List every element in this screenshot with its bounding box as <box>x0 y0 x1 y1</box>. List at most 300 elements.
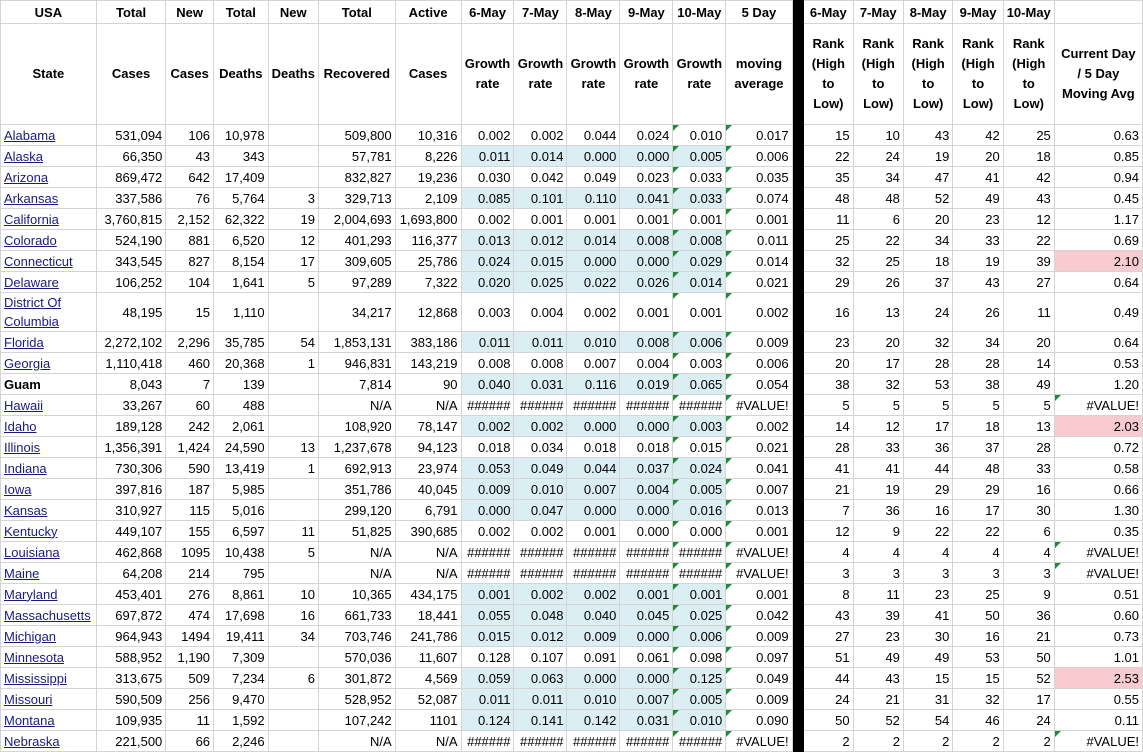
rank-cell[interactable]: 15 <box>804 125 853 146</box>
rank-cell[interactable]: 7 <box>804 500 853 521</box>
count-cell[interactable] <box>268 125 318 146</box>
moving-average-cell[interactable]: 0.006 <box>726 146 792 167</box>
growth-rate-cell[interactable]: 0.001 <box>620 209 673 230</box>
count-cell[interactable]: 7 <box>166 374 214 395</box>
count-cell[interactable]: 8,043 <box>96 374 166 395</box>
count-cell[interactable]: 106,252 <box>96 272 166 293</box>
growth-rate-cell[interactable]: 0.000 <box>461 500 514 521</box>
growth-rate-cell[interactable]: 0.000 <box>567 146 620 167</box>
growth-rate-cell[interactable]: ###### <box>567 395 620 416</box>
count-cell[interactable]: 17,698 <box>214 605 269 626</box>
moving-average-cell[interactable]: #VALUE! <box>726 542 792 563</box>
count-cell[interactable]: 5,016 <box>214 500 269 521</box>
moving-average-cell[interactable]: #VALUE! <box>726 563 792 584</box>
count-cell[interactable]: 832,827 <box>318 167 395 188</box>
state-cell[interactable] <box>1 563 97 584</box>
growth-rate-cell[interactable]: 0.025 <box>514 272 567 293</box>
growth-rate-cell[interactable]: 0.014 <box>514 146 567 167</box>
count-cell[interactable]: 590,509 <box>96 689 166 710</box>
rank-cell[interactable]: 4 <box>1003 542 1054 563</box>
count-cell[interactable]: 2,109 <box>395 188 461 209</box>
growth-rate-cell[interactable]: 0.010 <box>673 710 726 731</box>
header-cell[interactable]: State <box>1 24 97 125</box>
header-cell[interactable]: 7-May <box>514 1 567 24</box>
growth-rate-cell[interactable]: 0.019 <box>620 374 673 395</box>
header-cell[interactable]: Rank (High to Low) <box>804 24 853 125</box>
state-link[interactable]: Hawaii <box>4 397 44 413</box>
count-cell[interactable]: N/A <box>395 731 461 752</box>
growth-rate-cell[interactable]: 0.000 <box>673 521 726 542</box>
ratio-cell[interactable]: #VALUE! <box>1054 395 1142 416</box>
count-cell[interactable]: 10,365 <box>318 584 395 605</box>
ratio-cell[interactable]: 0.85 <box>1054 146 1142 167</box>
count-cell[interactable]: 106 <box>166 125 214 146</box>
count-cell[interactable]: 34,217 <box>318 293 395 332</box>
growth-rate-cell[interactable]: 0.031 <box>620 710 673 731</box>
moving-average-cell[interactable]: 0.054 <box>726 374 792 395</box>
ratio-cell[interactable]: 0.53 <box>1054 353 1142 374</box>
rank-cell[interactable]: 18 <box>953 416 1003 437</box>
header-cell[interactable]: Total <box>318 1 395 24</box>
growth-rate-cell[interactable]: 0.048 <box>514 605 567 626</box>
rank-cell[interactable]: 41 <box>903 605 952 626</box>
state-cell[interactable] <box>1 272 97 293</box>
rank-cell[interactable]: 38 <box>804 374 853 395</box>
count-cell[interactable]: N/A <box>395 563 461 584</box>
count-cell[interactable]: 20,368 <box>214 353 269 374</box>
growth-rate-cell[interactable]: 0.001 <box>567 209 620 230</box>
growth-rate-cell[interactable]: 0.005 <box>673 479 726 500</box>
count-cell[interactable]: 48,195 <box>96 293 166 332</box>
count-cell[interactable]: 3,760,815 <box>96 209 166 230</box>
state-cell[interactable] <box>1 605 97 626</box>
rank-cell[interactable]: 32 <box>853 374 903 395</box>
growth-rate-cell[interactable]: 0.002 <box>461 521 514 542</box>
growth-rate-cell[interactable]: 0.012 <box>514 230 567 251</box>
count-cell[interactable]: 109,935 <box>96 710 166 731</box>
growth-rate-cell[interactable]: 0.033 <box>673 188 726 209</box>
state-cell[interactable] <box>1 167 97 188</box>
growth-rate-cell[interactable]: 0.042 <box>514 167 567 188</box>
rank-cell[interactable]: 20 <box>903 209 952 230</box>
header-cell[interactable]: Growth rate <box>673 24 726 125</box>
state-cell[interactable] <box>1 710 97 731</box>
rank-cell[interactable]: 46 <box>953 710 1003 731</box>
state-link[interactable]: Iowa <box>4 481 32 497</box>
growth-rate-cell[interactable]: 0.007 <box>567 479 620 500</box>
growth-rate-cell[interactable]: ###### <box>514 731 567 752</box>
count-cell[interactable]: 6,597 <box>214 521 269 542</box>
rank-cell[interactable]: 5 <box>953 395 1003 416</box>
rank-cell[interactable]: 34 <box>853 167 903 188</box>
count-cell[interactable]: 7,322 <box>395 272 461 293</box>
growth-rate-cell[interactable]: ###### <box>673 563 726 584</box>
rank-cell[interactable]: 21 <box>853 689 903 710</box>
count-cell[interactable]: 17 <box>268 251 318 272</box>
state-cell[interactable] <box>1 500 97 521</box>
growth-rate-cell[interactable]: 0.002 <box>461 416 514 437</box>
rank-cell[interactable]: 28 <box>903 353 952 374</box>
rank-cell[interactable]: 3 <box>1003 563 1054 584</box>
state-cell[interactable] <box>1 293 97 332</box>
rank-cell[interactable]: 23 <box>953 209 1003 230</box>
count-cell[interactable]: 52,087 <box>395 689 461 710</box>
rank-cell[interactable]: 52 <box>903 188 952 209</box>
growth-rate-cell[interactable]: 0.125 <box>673 668 726 689</box>
rank-cell[interactable]: 3 <box>804 563 853 584</box>
rank-cell[interactable]: 9 <box>1003 584 1054 605</box>
growth-rate-cell[interactable]: 0.020 <box>461 272 514 293</box>
growth-rate-cell[interactable]: 0.012 <box>514 626 567 647</box>
count-cell[interactable]: 642 <box>166 167 214 188</box>
state-link[interactable]: Illinois <box>4 439 41 455</box>
rank-cell[interactable]: 14 <box>1003 353 1054 374</box>
count-cell[interactable]: 1 <box>268 353 318 374</box>
count-cell[interactable]: N/A <box>395 542 461 563</box>
header-cell[interactable]: Recovered <box>318 24 395 125</box>
growth-rate-cell[interactable]: 0.101 <box>514 188 567 209</box>
growth-rate-cell[interactable]: 0.010 <box>673 125 726 146</box>
moving-average-cell[interactable]: 0.017 <box>726 125 792 146</box>
rank-cell[interactable]: 41 <box>953 167 1003 188</box>
rank-cell[interactable]: 47 <box>903 167 952 188</box>
count-cell[interactable]: 397,816 <box>96 479 166 500</box>
count-cell[interactable]: 309,605 <box>318 251 395 272</box>
growth-rate-cell[interactable]: 0.008 <box>514 353 567 374</box>
count-cell[interactable]: 51,825 <box>318 521 395 542</box>
count-cell[interactable]: 474 <box>166 605 214 626</box>
rank-cell[interactable]: 50 <box>1003 647 1054 668</box>
rank-cell[interactable]: 9 <box>853 521 903 542</box>
growth-rate-cell[interactable]: 0.000 <box>620 251 673 272</box>
count-cell[interactable]: 1101 <box>395 710 461 731</box>
growth-rate-cell[interactable]: 0.002 <box>567 293 620 332</box>
count-cell[interactable]: 351,786 <box>318 479 395 500</box>
state-cell[interactable] <box>1 458 97 479</box>
ratio-cell[interactable]: 0.35 <box>1054 521 1142 542</box>
rank-cell[interactable]: 43 <box>903 125 952 146</box>
rank-cell[interactable]: 27 <box>1003 272 1054 293</box>
header-cell[interactable]: Total <box>214 1 269 24</box>
state-link[interactable]: Maryland <box>4 586 58 602</box>
growth-rate-cell[interactable]: 0.000 <box>620 146 673 167</box>
ratio-cell[interactable]: #VALUE! <box>1054 563 1142 584</box>
count-cell[interactable]: 5,985 <box>214 479 269 500</box>
rank-cell[interactable]: 12 <box>853 416 903 437</box>
state-cell[interactable] <box>1 479 97 500</box>
count-cell[interactable]: 10 <box>268 584 318 605</box>
count-cell[interactable]: 256 <box>166 689 214 710</box>
rank-cell[interactable]: 25 <box>1003 125 1054 146</box>
count-cell[interactable]: 528,952 <box>318 689 395 710</box>
rank-cell[interactable]: 43 <box>804 605 853 626</box>
growth-rate-cell[interactable]: ###### <box>673 731 726 752</box>
rank-cell[interactable]: 50 <box>804 710 853 731</box>
growth-rate-cell[interactable]: 0.001 <box>620 584 673 605</box>
growth-rate-cell[interactable]: 0.014 <box>567 230 620 251</box>
rank-cell[interactable]: 53 <box>903 374 952 395</box>
growth-rate-cell[interactable]: 0.033 <box>673 167 726 188</box>
count-cell[interactable]: 401,293 <box>318 230 395 251</box>
header-cell[interactable]: Active <box>395 1 461 24</box>
rank-cell[interactable]: 15 <box>903 668 952 689</box>
growth-rate-cell[interactable]: 0.000 <box>567 668 620 689</box>
rank-cell[interactable]: 32 <box>804 251 853 272</box>
rank-cell[interactable]: 33 <box>853 437 903 458</box>
rank-cell[interactable]: 22 <box>853 230 903 251</box>
rank-cell[interactable]: 22 <box>903 521 952 542</box>
header-cell[interactable]: Growth rate <box>461 24 514 125</box>
count-cell[interactable]: 23,974 <box>395 458 461 479</box>
rank-cell[interactable]: 53 <box>953 647 1003 668</box>
rank-cell[interactable]: 24 <box>903 293 952 332</box>
count-cell[interactable]: 588,952 <box>96 647 166 668</box>
growth-rate-cell[interactable]: 0.004 <box>620 479 673 500</box>
growth-rate-cell[interactable]: 0.000 <box>567 251 620 272</box>
growth-rate-cell[interactable]: 0.016 <box>673 500 726 521</box>
growth-rate-cell[interactable]: 0.008 <box>620 332 673 353</box>
rank-cell[interactable]: 26 <box>853 272 903 293</box>
growth-rate-cell[interactable]: 0.006 <box>673 626 726 647</box>
growth-rate-cell[interactable]: 0.007 <box>620 689 673 710</box>
count-cell[interactable]: 795 <box>214 563 269 584</box>
count-cell[interactable]: 827 <box>166 251 214 272</box>
ratio-cell[interactable]: 0.64 <box>1054 272 1142 293</box>
count-cell[interactable]: 19,236 <box>395 167 461 188</box>
state-link[interactable]: Missouri <box>4 691 53 707</box>
count-cell[interactable]: 33,267 <box>96 395 166 416</box>
growth-rate-cell[interactable]: 0.124 <box>461 710 514 731</box>
count-cell[interactable]: 276 <box>166 584 214 605</box>
growth-rate-cell[interactable]: ###### <box>620 731 673 752</box>
count-cell[interactable]: 1,110,418 <box>96 353 166 374</box>
rank-cell[interactable]: 17 <box>1003 689 1054 710</box>
count-cell[interactable]: 390,685 <box>395 521 461 542</box>
state-link[interactable]: Arizona <box>4 169 49 185</box>
rank-cell[interactable]: 4 <box>903 542 952 563</box>
ratio-cell[interactable]: #VALUE! <box>1054 731 1142 752</box>
moving-average-cell[interactable]: 0.021 <box>726 437 792 458</box>
moving-average-cell[interactable]: 0.049 <box>726 668 792 689</box>
rank-cell[interactable]: 20 <box>853 332 903 353</box>
rank-cell[interactable]: 31 <box>903 689 952 710</box>
header-cell[interactable]: 6-May <box>461 1 514 24</box>
state-cell[interactable] <box>1 332 97 353</box>
rank-cell[interactable]: 24 <box>1003 710 1054 731</box>
growth-rate-cell[interactable]: 0.004 <box>620 353 673 374</box>
count-cell[interactable]: 703,746 <box>318 626 395 647</box>
count-cell[interactable]: 2,272,102 <box>96 332 166 353</box>
rank-cell[interactable]: 3 <box>853 563 903 584</box>
rank-cell[interactable]: 5 <box>903 395 952 416</box>
rank-cell[interactable]: 27 <box>804 626 853 647</box>
count-cell[interactable]: 692,913 <box>318 458 395 479</box>
growth-rate-cell[interactable]: 0.000 <box>620 500 673 521</box>
count-cell[interactable]: 299,120 <box>318 500 395 521</box>
rank-cell[interactable]: 17 <box>953 500 1003 521</box>
state-cell[interactable] <box>1 188 97 209</box>
growth-rate-cell[interactable]: 0.107 <box>514 647 567 668</box>
rank-cell[interactable]: 21 <box>1003 626 1054 647</box>
rank-cell[interactable]: 34 <box>953 332 1003 353</box>
growth-rate-cell[interactable]: 0.011 <box>461 332 514 353</box>
growth-rate-cell[interactable]: 0.001 <box>620 293 673 332</box>
state-link[interactable]: Connecticut <box>4 253 73 269</box>
count-cell[interactable]: 62,322 <box>214 209 269 230</box>
state-cell[interactable] <box>1 521 97 542</box>
count-cell[interactable]: 1,356,391 <box>96 437 166 458</box>
growth-rate-cell[interactable]: 0.128 <box>461 647 514 668</box>
rank-cell[interactable]: 34 <box>903 230 952 251</box>
growth-rate-cell[interactable]: 0.063 <box>514 668 567 689</box>
count-cell[interactable]: 1,190 <box>166 647 214 668</box>
count-cell[interactable]: 242 <box>166 416 214 437</box>
header-cell[interactable]: 8-May <box>567 1 620 24</box>
growth-rate-cell[interactable]: 0.000 <box>567 500 620 521</box>
ratio-cell[interactable]: 2.10 <box>1054 251 1142 272</box>
rank-cell[interactable]: 51 <box>804 647 853 668</box>
state-link[interactable]: Delaware <box>4 274 59 290</box>
count-cell[interactable]: 25,786 <box>395 251 461 272</box>
count-cell[interactable]: 115 <box>166 500 214 521</box>
rank-cell[interactable]: 18 <box>1003 146 1054 167</box>
count-cell[interactable]: 66,350 <box>96 146 166 167</box>
ratio-cell[interactable]: 1.30 <box>1054 500 1142 521</box>
growth-rate-cell[interactable]: 0.029 <box>673 251 726 272</box>
state-cell[interactable] <box>1 209 97 230</box>
count-cell[interactable] <box>268 731 318 752</box>
rank-cell[interactable]: 20 <box>804 353 853 374</box>
count-cell[interactable]: 7,814 <box>318 374 395 395</box>
header-cell[interactable]: Current Day / 5 Day Moving Avg <box>1054 24 1142 125</box>
header-cell[interactable]: Cases <box>96 24 166 125</box>
rank-cell[interactable]: 32 <box>953 689 1003 710</box>
rank-cell[interactable]: 28 <box>804 437 853 458</box>
count-cell[interactable]: 343,545 <box>96 251 166 272</box>
count-cell[interactable]: 6,791 <box>395 500 461 521</box>
count-cell[interactable]: 449,107 <box>96 521 166 542</box>
count-cell[interactable]: N/A <box>318 731 395 752</box>
rank-cell[interactable]: 24 <box>804 689 853 710</box>
rank-cell[interactable]: 28 <box>953 353 1003 374</box>
count-cell[interactable]: 116,377 <box>395 230 461 251</box>
count-cell[interactable]: 35,785 <box>214 332 269 353</box>
rank-cell[interactable]: 39 <box>1003 251 1054 272</box>
growth-rate-cell[interactable]: 0.024 <box>620 125 673 146</box>
rank-cell[interactable]: 2 <box>1003 731 1054 752</box>
rank-cell[interactable]: 16 <box>804 293 853 332</box>
state-link[interactable]: District Of Columbia <box>4 295 62 329</box>
count-cell[interactable] <box>268 167 318 188</box>
growth-rate-cell[interactable]: 0.045 <box>620 605 673 626</box>
rank-cell[interactable]: 16 <box>1003 479 1054 500</box>
state-cell[interactable] <box>1 731 97 752</box>
growth-rate-cell[interactable]: 0.013 <box>461 230 514 251</box>
state-link[interactable]: Michigan <box>4 628 57 644</box>
growth-rate-cell[interactable]: 0.055 <box>461 605 514 626</box>
growth-rate-cell[interactable]: 0.005 <box>673 146 726 167</box>
growth-rate-cell[interactable]: 0.001 <box>673 209 726 230</box>
growth-rate-cell[interactable]: 0.098 <box>673 647 726 668</box>
growth-rate-cell[interactable]: 0.116 <box>567 374 620 395</box>
rank-cell[interactable]: 6 <box>1003 521 1054 542</box>
header-cell[interactable]: Cases <box>395 24 461 125</box>
growth-rate-cell[interactable]: 0.003 <box>673 416 726 437</box>
moving-average-cell[interactable]: 0.001 <box>726 521 792 542</box>
rank-cell[interactable]: 3 <box>953 563 1003 584</box>
growth-rate-cell[interactable]: 0.005 <box>673 689 726 710</box>
count-cell[interactable] <box>268 500 318 521</box>
rank-cell[interactable]: 4 <box>953 542 1003 563</box>
rank-cell[interactable]: 44 <box>804 668 853 689</box>
state-link[interactable]: Maine <box>4 565 40 581</box>
growth-rate-cell[interactable]: 0.018 <box>620 437 673 458</box>
count-cell[interactable]: 16 <box>268 605 318 626</box>
rank-cell[interactable]: 23 <box>903 584 952 605</box>
growth-rate-cell[interactable]: 0.006 <box>673 332 726 353</box>
state-cell[interactable] <box>1 374 97 395</box>
count-cell[interactable]: 661,733 <box>318 605 395 626</box>
state-link[interactable]: Kentucky <box>4 523 58 539</box>
growth-rate-cell[interactable]: 0.025 <box>673 605 726 626</box>
rank-cell[interactable]: 26 <box>953 293 1003 332</box>
state-cell[interactable] <box>1 437 97 458</box>
header-cell[interactable]: Rank (High to Low) <box>1003 24 1054 125</box>
count-cell[interactable]: 6,520 <box>214 230 269 251</box>
count-cell[interactable]: 11,607 <box>395 647 461 668</box>
count-cell[interactable]: 964,943 <box>96 626 166 647</box>
moving-average-cell[interactable]: 0.006 <box>726 353 792 374</box>
rank-cell[interactable]: 36 <box>903 437 952 458</box>
count-cell[interactable]: 15 <box>166 293 214 332</box>
growth-rate-cell[interactable]: 0.061 <box>620 647 673 668</box>
ratio-cell[interactable]: 0.60 <box>1054 605 1142 626</box>
growth-rate-cell[interactable]: 0.002 <box>514 521 567 542</box>
rank-cell[interactable]: 49 <box>853 647 903 668</box>
rank-cell[interactable]: 25 <box>853 251 903 272</box>
growth-rate-cell[interactable]: 0.011 <box>514 689 567 710</box>
count-cell[interactable]: 1494 <box>166 626 214 647</box>
rank-cell[interactable]: 43 <box>1003 188 1054 209</box>
ratio-cell[interactable]: 1.01 <box>1054 647 1142 668</box>
state-link[interactable]: Kansas <box>4 502 48 518</box>
rank-cell[interactable]: 29 <box>804 272 853 293</box>
count-cell[interactable]: 43 <box>166 146 214 167</box>
count-cell[interactable]: 19 <box>268 209 318 230</box>
count-cell[interactable]: 17,409 <box>214 167 269 188</box>
growth-rate-cell[interactable]: 0.007 <box>567 353 620 374</box>
growth-rate-cell[interactable]: ###### <box>673 542 726 563</box>
rank-cell[interactable]: 35 <box>804 167 853 188</box>
header-cell[interactable]: 10-May <box>1003 1 1054 24</box>
state-link[interactable]: Montana <box>4 712 55 728</box>
state-cell[interactable] <box>1 230 97 251</box>
count-cell[interactable]: 343 <box>214 146 269 167</box>
state-cell[interactable] <box>1 668 97 689</box>
state-link[interactable]: Alabama <box>4 127 56 143</box>
rank-cell[interactable]: 48 <box>804 188 853 209</box>
count-cell[interactable]: 13,419 <box>214 458 269 479</box>
rank-cell[interactable]: 19 <box>953 251 1003 272</box>
count-cell[interactable]: 460 <box>166 353 214 374</box>
count-cell[interactable]: 462,868 <box>96 542 166 563</box>
count-cell[interactable]: 301,872 <box>318 668 395 689</box>
rank-cell[interactable]: 8 <box>804 584 853 605</box>
count-cell[interactable]: 76 <box>166 188 214 209</box>
header-cell[interactable]: Total <box>96 1 166 24</box>
ratio-cell[interactable]: 0.73 <box>1054 626 1142 647</box>
count-cell[interactable]: 90 <box>395 374 461 395</box>
